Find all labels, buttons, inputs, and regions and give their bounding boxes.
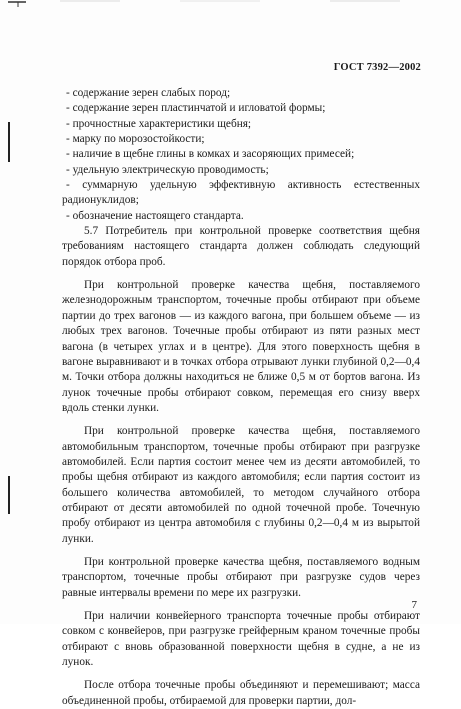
document-body	[62, 86, 420, 709]
list-item: - суммарную удельную эффективную активность естественных радионуклидов;	[62, 179, 420, 207]
margin-mark	[8, 476, 10, 514]
paragraph-auto: При контрольной проверке качества щебня, поставляемого автомобильным транспортом, точечные пробы отбирают при разгрузке автомобилей. Если партия состоит менее чем из десяти автомобилей, то пробы щебня отбирают из каждого автомобиля; если партия состоит из большего количества автомобилей, то методом случайного отбора отбирают от десяти автомобилей по одной точечной пробе. Точечную пробу отбирают из центра автомобиля с глубины 0,2—0,4 м из вырытой лунки.	[62, 425, 420, 545]
paragraph-combine: После отбора точечные пробы объединяют и перемешивают; масса объединенной пробы, отбираемой для проверки партии, дол-	[62, 679, 420, 707]
page-number: 7	[411, 599, 417, 611]
paragraph-rail: При контрольной проверке качества щебня, поставляемого железнодорожным транспортом, точечные пробы отбирают при объеме партии до трех вагонов — из каждого вагона, при большем объеме — из любых трех вагонов. Точечные пробы отбирают из пяти разных мест вагона (в четырех углах и в центре). Для этого поверхность щебня в вагоне выравнивают и в точках отбора отрывают лунки глубиной 0,2—0,4 м. Точки отбора должны находиться не ближе 0,5 м от бортов вагона. Из лунок точечные пробы отбирают совком, перемещая его снизу вверх вдоль стенки лунки.	[62, 279, 420, 414]
paragraph-clause: 5.7 Потребитель при контрольной проверке соответствия щебня требованиям настоящего стандарта должен соблюдать следующий порядок отбора проб.	[62, 225, 420, 268]
list-item: - содержание зерен пластинчатой и игловатой формы;	[66, 102, 326, 115]
paragraph-conveyor: При наличии конвейерного транспорта точечные пробы отбирают совком с конвейеров, при разгрузке грейферным краном точечные пробы отбирают с вновь образованной поверхности щебня в судне, а не из лунок.	[62, 610, 420, 669]
document-header: ГОСТ 7392—2002	[333, 62, 421, 73]
list-item: - удельную электрическую проводимость;	[66, 163, 269, 176]
paragraph-water: При контрольной проверке качества щебня, поставляемого водным транспортом, точечные пробы отбирают при разгрузке судов через равные интервалы времени по мере их разгрузки.	[62, 555, 420, 599]
list-item: - обозначение настоящего стандарта.	[66, 209, 244, 222]
list-item: - содержание зерен слабых пород;	[66, 87, 231, 99]
list-item: - наличие в щебне глины в комках и засоряющих примесей;	[66, 148, 355, 161]
scan-edge-mark	[0, 0, 461, 10]
list-item: - прочностные характеристики щебня;	[66, 117, 252, 130]
list-item: - марку по морозостойкости;	[66, 133, 205, 146]
margin-mark	[8, 122, 10, 162]
